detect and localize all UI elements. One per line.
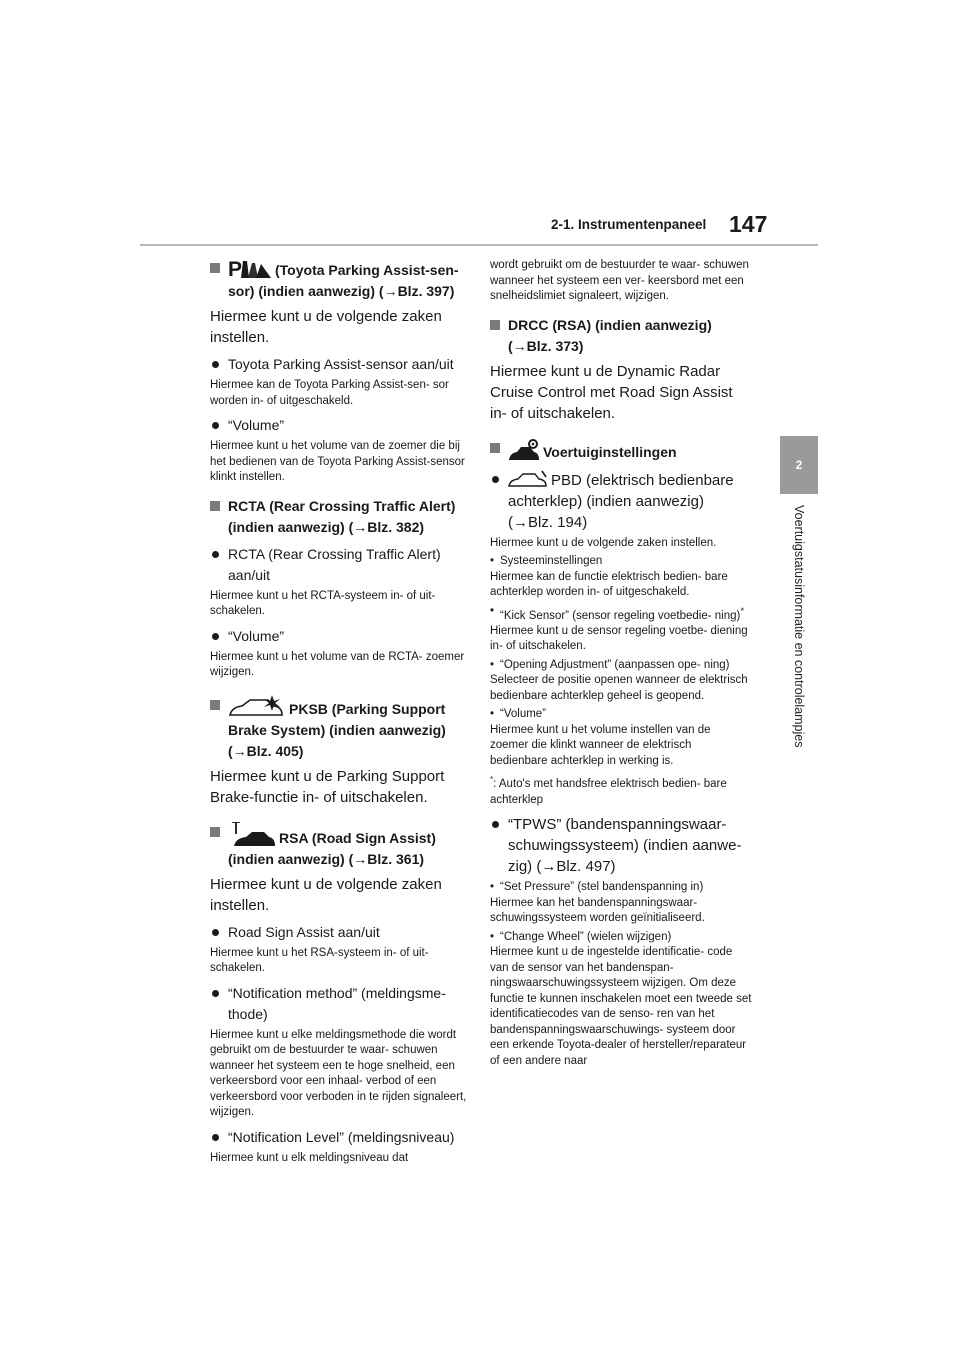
rsa-bullet-onoff: Road Sign Assist aan/uit [210,922,468,943]
pbd-sub-volume: • “Volume” [490,708,547,721]
tpws-bullet: “TPWS” (bandenspanningswaar- schuwingssysteem) (indien aanwe- zig) (→Blz. 497) [490,814,752,877]
bullet-dot [212,422,219,429]
rsa-heading: RSA (Road Sign Assist) (indien aanwezig) (→Blz. 361) [210,822,468,870]
chapter-title: Voertuigstatusinformatie en controlelampjes [792,505,806,748]
rcta-bullet-volume: “Volume” [210,626,468,647]
pksb-text: Hiermee kunt u de Parking Support Brake-functie in- of uitschakelen. [210,767,445,806]
heading-square-icon [210,700,220,710]
bullet-dot [492,476,499,483]
heading-square-icon [490,443,500,453]
bullet-dot [212,990,219,997]
rsa-bullet-onoff-desc: Hiermee kunt u het RSA-systeem in- of uit- schakelen. [210,946,429,974]
tpa-bullet-sensor: Toyota Parking Assist-sensor aan/uit [210,354,468,375]
footnote: *: Auto's met handsfree elektrisch bedien- bare achterklep [490,775,727,806]
power-back-door-icon [508,469,548,489]
section-title: 2-1. Instrumentenpaneel [551,217,707,232]
tpws-sub-pressure-desc: Hiermee kan het bandenspanningswaar- schuwingssysteem worden geïnitialiseerd. [490,896,705,925]
rsa-bullet-level-desc: Hiermee kunt u elk meldingsniveau dat [210,1151,409,1164]
bullet-dot [212,929,219,936]
tpws-sub-wheel-desc: Hiermee kunt u de ingestelde identificatie- code van de sensor van het bandenspan- ningswaarschuwingssysteem wijzigen. Om deze functie te kunnen inschakelen moet een tweede set identificatiecodes van de senso- ren van het bandenspanningswaarschuwings- systeem door een erkende Toyota-dealer of hersteller/reparateur of een andere naar [490,946,752,1067]
rcta-bullet-onoff-desc: Hiermee kunt u het RCTA-systeem in- of uit- schakelen. [210,589,436,617]
bullet-dot [212,361,219,368]
pbd-sub-system: • Systeeminstellingen [490,555,603,567]
bullet-dot [212,551,219,558]
parking-assist-icon [228,258,272,280]
drcc-text: Hiermee kunt u de Dynamic Radar Cruise Control met Road Sign Assist in- of uitschakelen. [490,362,733,422]
rsa-level-desc-continued: wordt gebruikt om de bestuurder te waar- schuwen wanneer het systeem een ver- keersbord met een snelheidslimiet signaleert, wijzigen. [490,259,749,302]
bullet-dot [492,821,499,828]
pbd-sub-opening: • “Opening Adjustment” (aanpassen ope- ning) [490,658,730,671]
tpa-bullet-volume: “Volume” [210,415,468,436]
rcta-bullet-volume-desc: Hiermee kunt u het volume van de RCTA- zoemer wijzigen. [210,650,465,678]
chapter-title-strip [780,505,818,775]
tpa-heading: P (Toyota Parking Assist-sen- sor) (indien aanwezig) (→Blz. 397) [210,258,468,302]
right-column [490,258,752,1069]
vehicle-settings-icon [508,438,540,462]
rsa-intro: Hiermee kunt u de volgende zaken instellen. [210,875,442,914]
heading-square-icon [210,263,220,273]
heading-square-icon [490,320,500,330]
chapter-number: 2 [795,458,803,472]
tpws-sub-pressure: • “Set Pressure” (stel bandenspanning in) [490,881,704,894]
parking-brake-car-icon [228,695,286,719]
tpa-bullet-sensor-desc: Hiermee kan de Toyota Parking Assist-sen- sor worden in- of uitgeschakeld. [210,379,449,407]
drcc-heading: DRCC (RSA) (indien aanwezig) (→Blz. 373) [490,315,752,357]
pksb-heading: PKSB (Parking Support Brake System) (indien aanwezig) (→Blz. 405) [210,695,468,762]
chapter-tab[interactable] [780,436,818,494]
pbd-sub-kick: • “Kick Sensor” (sensor regeling voetbedie- ning)* [490,604,745,622]
tpws-sub-wheel: • “Change Wheel” (wielen wijzigen) [490,930,672,943]
rsa-bullet-method: “Notification method” (meldingsme- thode) [210,983,468,1025]
rcta-heading: RCTA (Rear Crossing Traffic Alert) (indien aanwezig) (→Blz. 382) [210,496,468,538]
bullet-dot [212,633,219,640]
tpa-intro: Hiermee kunt u de volgende zaken instellen. [210,308,442,346]
pbd-sub-system-desc: Hiermee kan de functie elektrisch bedien- bare achterklep worden in- of uitgeschakeld. [490,570,728,598]
pbd-desc: Hiermee kunt u de volgende zaken instellen. [490,536,717,549]
vehicle-settings-heading: Voertuiginstellingen [490,438,752,463]
tpa-bullet-volume-desc: Hiermee kunt u het volume van de zoemer die bij het bedienen van de Toyota Parking Assist-sensor klinkt instellen. [210,440,465,483]
pbd-sub-opening-desc: Selecteer de positie openen wanneer de elektrisch bedienbare achterklep geheel is geopend. [490,674,748,702]
header-divider [140,244,818,246]
bullet-dot [212,1134,219,1141]
pbd-sub-volume-desc: Hiermee kunt u het volume instellen van de zoemer die klinkt wanneer de elektrisch bedienbare achterklep in werking is. [490,723,711,767]
pbd-bullet: PBD (elektrisch bedienbare achterklep) (indien aanwezig) (→Blz. 194) [490,469,752,533]
rsa-bullet-level: “Notification Level” (meldingsniveau) [210,1127,468,1148]
rsa-bullet-method-desc: Hiermee kunt u elke meldingsmethode die wordt gebruikt om de bestuurder te waar- schuwen wanneer het systeem een te hoge snelheid, een verkeersbord voor een inhaal- verbod of een verkeersbord voor verboden in te rijden signaleert, wijzigen. [210,1028,467,1118]
svg-text:P: P [228,258,243,280]
footnote-marker: * [740,605,745,617]
page-number: 147 [729,211,768,237]
heading-square-icon [210,501,220,511]
pbd-sub-kick-desc: Hiermee kunt u de sensor regeling voetbe- diening in- of uitschakelen. [490,624,748,653]
heading-square-icon [210,827,220,837]
rcta-bullet-onoff: RCTA (Rear Crossing Traffic Alert) aan/uit [210,544,468,586]
road-sign-car-icon [228,822,276,848]
footnote-mark: * [490,775,494,785]
left-column [210,258,468,1166]
